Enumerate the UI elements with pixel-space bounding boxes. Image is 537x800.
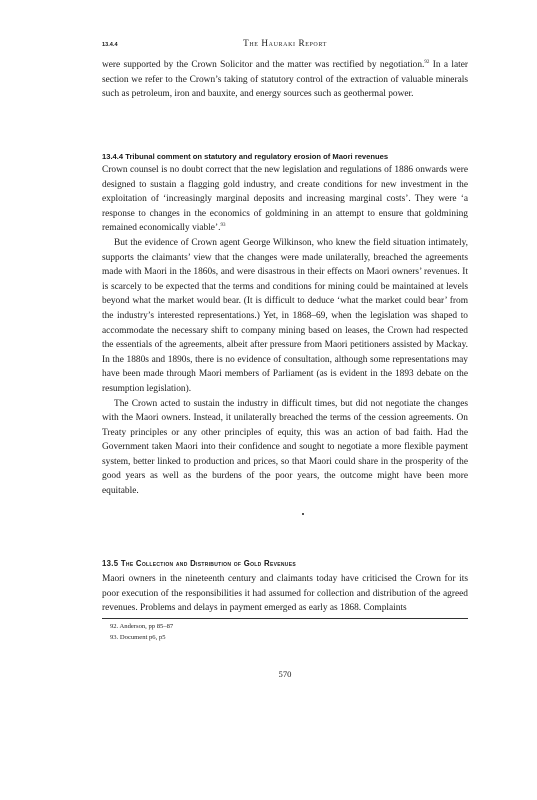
running-head-section-ref: 13.4.4 [102,42,118,48]
footnote-ref-92: 92 [424,59,430,65]
footnote-ref-93: 93 [220,223,226,229]
continuation-text-a: were supported by the Crown Solicitor and the matter was rectified by negotiation. [102,60,425,70]
running-head-title: The Hauraki Report [243,38,327,48]
section-paragraph-1: Maori owners in the nineteenth century and claimants today have criticised the Crown for its poor execution of the responsibilities it had assumed for collection and distribution of the agreed revenues. Problems and delays in payment emerged as early as 1868. Complaints [102,574,468,614]
continuation-paragraph [102,58,468,102]
page-number: 570 [278,669,292,679]
running-head [102,38,468,52]
subsection-paragraph-1 [102,163,468,236]
section-body [102,572,468,616]
subsection-paragraph-2: But the evidence of Crown agent George Wilkinson, who knew the field situation intimately, supports the claimants’ view that the changes were made unilaterally, breached the agreements made with Maori in the 1860s, and were disastrous in their effects on Maori owners’ revenues. It is scarcely to be expected that the terms and conditions for mining could be maintained at levels beyond what the market would bear. (It is difficult to deduce ‘what the market could bear’ from the industry’s interested representations.) Yet, in 1868–69, when the legislation was shaped to accommodate the necessary shift to company mining based on leases, the Crown had respected the essentials of the agreements, albeit after pressure from Maori petitioners assisted by Mackay. In the 1880s and 1890s, there is no evidence of consultation, although some representations may have been made through Maori members of Parliament (as is evident in the 1893 debate on the resumption legislation). [102,237,468,394]
continuation-text-b: In a later section we refer to the Crown’s taking of statutory control of the extraction of valuable minerals such as petroleum, iron and bauxite, and energy sources such as geothermal power. [102,60,469,100]
footnote-93: 93. Document p6, p5 [110,633,166,641]
subsection-heading: 13.4.4 Tribunal comment on statutory and regulatory erosion of Maori revenues [102,152,389,161]
footnotes [110,622,410,643]
footnote-92: 92. Anderson, pp 85–87 [110,623,174,630]
section-heading: 13.5 The Collection and Distribution of Gold Revenues [102,559,296,568]
footnote-rule [102,618,468,619]
subsection-paragraph-1-text: Crown counsel is no doubt correct that the new legislation and regulations of 1886 onwards were designed to sustain a flagging gold industry, and create conditions for new investment in the exploitation of ‘increasingly marginal deposits and increasing marginal costs’. They were ‘a response to changes in the economics of goldmining in an attempt to ensure that goldmining remained economically viable’. [102,165,468,234]
subsection-body [102,163,468,499]
continuation-block [102,58,468,102]
stray-mark [302,513,304,515]
subsection-paragraph-3: The Crown acted to sustain the industry in difficult times, but did not negotiate the changes with the Maori owners. Instead, it unilaterally breached the terms of the cession agreements. On Treaty principles or any other principles of equity, this was an action of bad faith. Had the Government taken Maori into their confidence and sought to negotiate a more flexible payment system, better linked to production and prices, so that Maori could share in the prosperity of the good years as well as the burdens of the poor years, the outcome might have been more equitable. [102,398,468,497]
